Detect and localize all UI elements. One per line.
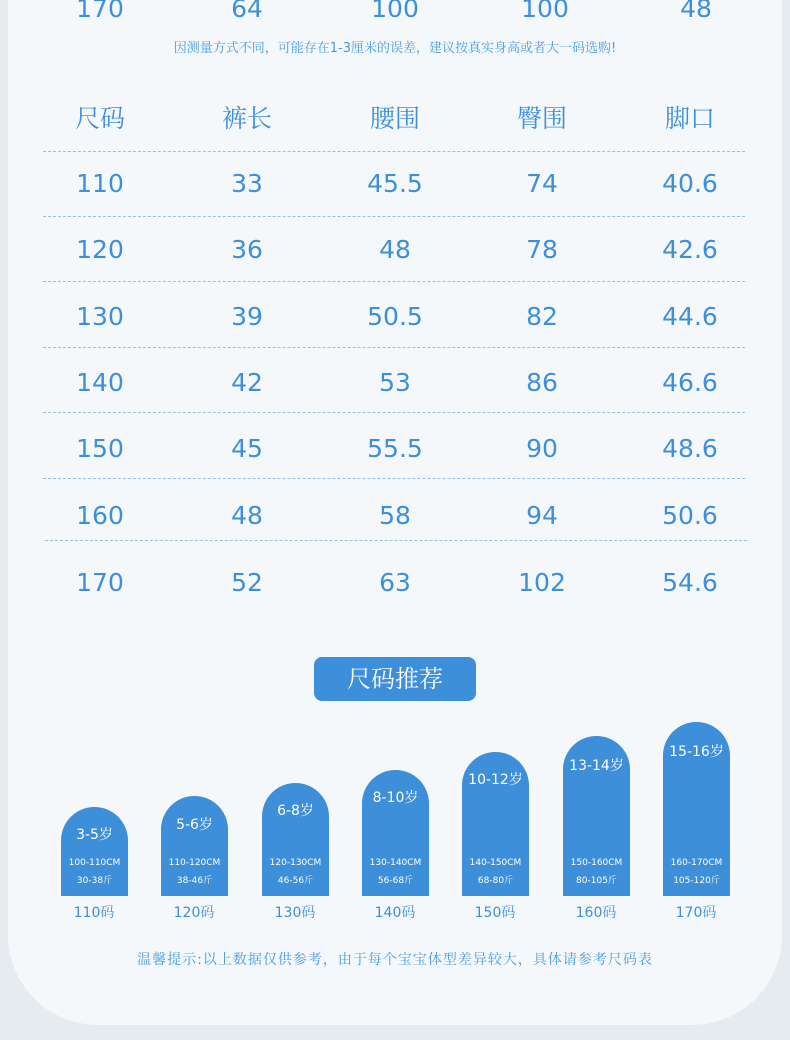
size-bar: [462, 752, 529, 896]
measurement-note: 因测量方式不同，可能存在1-3厘米的误差，建议按真实身高或者大一码选购!: [173, 41, 617, 56]
row-divider: [43, 412, 745, 413]
cell-waist: 58: [379, 501, 411, 530]
prev-cell: 170: [76, 0, 124, 23]
cell-hip: 74: [526, 169, 558, 198]
row-divider: [45, 540, 747, 541]
size-bar: [663, 722, 730, 896]
bar-size-label: 160码: [575, 905, 617, 921]
bar-height-range: 130-140CM: [369, 858, 422, 868]
bar-age: 3-5岁: [76, 827, 113, 843]
header-hip: 臀围: [516, 104, 567, 133]
bar-age: 13-14岁: [569, 758, 624, 774]
bar-weight-range: 105-120斤: [673, 876, 720, 886]
bar-age: 6-8岁: [277, 803, 314, 819]
bar-age: 5-6岁: [176, 817, 213, 833]
cell-hip: 102: [518, 568, 566, 597]
bar-weight-range: 46-56斤: [277, 876, 314, 886]
cell-hip: 90: [526, 434, 558, 463]
table-row: [0, 434, 790, 464]
cell-length: 42: [231, 368, 263, 397]
table-row: [0, 235, 790, 265]
bar-size-label: 120码: [173, 905, 215, 921]
cell-hip: 78: [526, 235, 558, 264]
cell-waist: 55.5: [367, 434, 423, 463]
cell-size: 170: [76, 568, 124, 597]
cell-waist: 50.5: [367, 302, 423, 331]
bar-height-range: 150-160CM: [570, 858, 623, 868]
bar-height-range: 160-170CM: [670, 858, 723, 868]
row-divider: [43, 216, 745, 217]
bar-size-label: 150码: [474, 905, 516, 921]
table-row: [0, 568, 790, 598]
bar-age: 8-10岁: [372, 790, 419, 806]
size-bar: [563, 736, 630, 896]
bar-size-label: 140码: [374, 905, 416, 921]
cell-hem: 44.6: [662, 302, 718, 331]
cell-size: 110: [76, 169, 124, 198]
prev-cell: 100: [371, 0, 419, 23]
bar-height-range: 100-110CM: [68, 858, 121, 868]
cell-hem: 42.6: [662, 235, 718, 264]
cell-hem: 54.6: [662, 568, 718, 597]
cell-hip: 86: [526, 368, 558, 397]
bar-size-label: 170码: [675, 905, 717, 921]
cell-waist: 45.5: [367, 169, 423, 198]
prev-cell: 48: [680, 0, 712, 23]
header-hem: 脚口: [664, 104, 715, 133]
cell-size: 130: [76, 302, 124, 331]
row-divider: [43, 347, 745, 348]
prev-cell: 64: [231, 0, 263, 23]
previous-table-row: [0, 0, 790, 24]
header-size: 尺码: [74, 104, 125, 133]
cell-waist: 48: [379, 235, 411, 264]
cell-hem: 50.6: [662, 501, 718, 530]
cell-waist: 63: [379, 568, 411, 597]
size-bar: [362, 770, 429, 896]
row-divider: [43, 281, 745, 282]
size-bar: [61, 807, 128, 896]
size-recommend-title: 尺码推荐: [314, 657, 476, 701]
table-row: [0, 501, 790, 531]
bar-weight-range: 80-105斤: [576, 876, 617, 886]
bar-size-label: 130码: [274, 905, 316, 921]
cell-size: 120: [76, 235, 124, 264]
table-row: [0, 169, 790, 199]
cell-length: 45: [231, 434, 263, 463]
bar-age: 10-12岁: [468, 772, 523, 788]
header-length: 裤长: [221, 104, 272, 133]
bar-height-range: 140-150CM: [469, 858, 522, 868]
cell-hem: 46.6: [662, 368, 718, 397]
bar-weight-range: 30-38斤: [76, 876, 113, 886]
size-bar: [161, 796, 228, 896]
cell-hip: 94: [526, 501, 558, 530]
cell-hip: 82: [526, 302, 558, 331]
bar-age: 15-16岁: [669, 744, 724, 760]
size-bar: [262, 783, 329, 896]
cell-length: 36: [231, 235, 263, 264]
prev-cell: 100: [521, 0, 569, 23]
cell-size: 140: [76, 368, 124, 397]
row-divider: [43, 478, 745, 479]
bar-height-range: 110-120CM: [168, 858, 221, 868]
cell-hem: 40.6: [662, 169, 718, 198]
cell-length: 52: [231, 568, 263, 597]
cell-length: 39: [231, 302, 263, 331]
cell-size: 150: [76, 434, 124, 463]
table-row: [0, 302, 790, 332]
cell-size: 160: [76, 501, 124, 530]
cell-length: 33: [231, 169, 263, 198]
bar-weight-range: 38-46斤: [176, 876, 213, 886]
bar-size-label: 110码: [73, 905, 115, 921]
bar-weight-range: 56-68斤: [377, 876, 414, 886]
cell-length: 48: [231, 501, 263, 530]
bar-weight-range: 68-80斤: [477, 876, 514, 886]
table-row: [0, 368, 790, 398]
bar-height-range: 120-130CM: [269, 858, 322, 868]
cell-hem: 48.6: [662, 434, 718, 463]
header-waist: 腰围: [369, 104, 420, 133]
row-divider: [43, 151, 745, 152]
cell-waist: 53: [379, 368, 411, 397]
warm-tip: 温馨提示:以上数据仅供参考，由于每个宝宝体型差异较大，具体请参考尺码表: [137, 952, 653, 968]
